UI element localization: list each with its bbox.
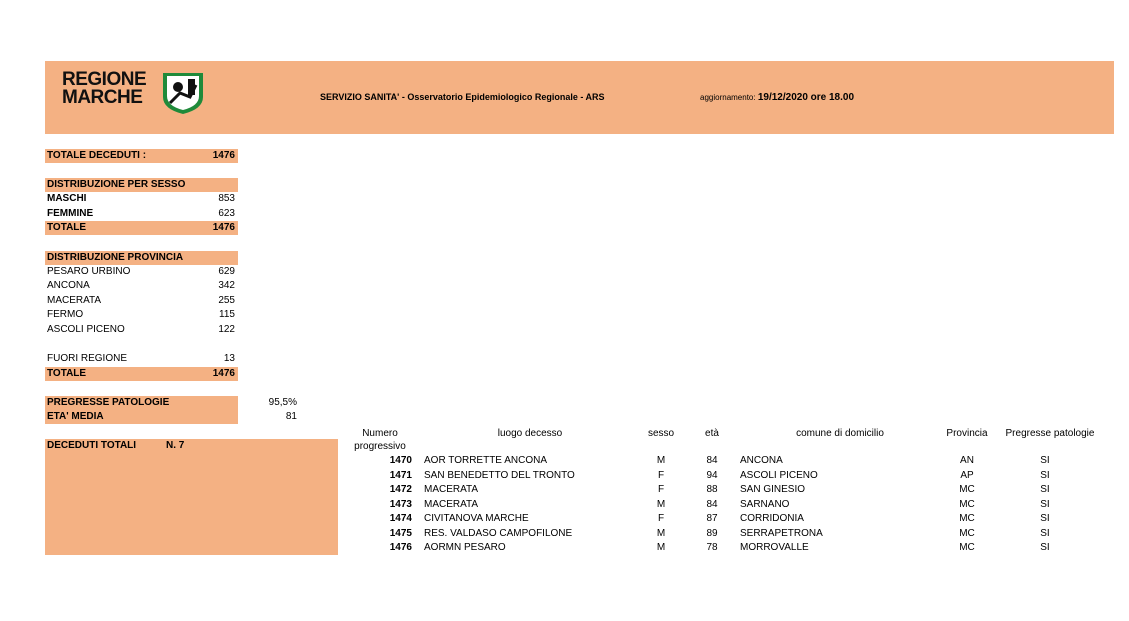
regione-emblem-icon: [160, 71, 206, 115]
cell-eta: 84: [706, 455, 718, 466]
col-header-patologie: Pregresse patologie: [1005, 428, 1095, 439]
fuori-regione-label: FUORI REGIONE: [47, 353, 128, 364]
cell-luogo: AORMN PESARO: [424, 542, 506, 553]
pregresse-value: 95,5%: [268, 397, 297, 408]
cell-sesso: M: [656, 455, 666, 466]
cell-patologie: SI: [1040, 470, 1050, 481]
cell-provincia: AP: [960, 470, 974, 481]
cell-luogo: SAN BENEDETTO DEL TRONTO: [424, 470, 575, 481]
provincia-row: [45, 279, 238, 293]
update-value: 19/12/2020 ore 18.00: [757, 92, 855, 103]
cell-comune: SERRAPETRONA: [740, 528, 823, 539]
provincia-label: ASCOLI PICENO: [47, 324, 125, 335]
update-label: aggiornamento:: [700, 93, 756, 102]
fuori-regione-row: [45, 352, 238, 366]
sesso-row-maschi: [45, 192, 238, 206]
fuori-regione-value: 13: [223, 353, 235, 364]
col-header-comune: comune di domicilio: [796, 428, 884, 439]
cell-patologie: SI: [1040, 499, 1050, 510]
provincia-label: PESARO URBINO: [47, 266, 131, 277]
provincia-total-row: [45, 367, 238, 381]
deceduti-totali-count: N. 7: [166, 440, 185, 451]
logo-text-line1: REGIONE: [62, 69, 147, 90]
sesso-label: MASCHI: [47, 193, 87, 204]
provincia-value: 342: [218, 280, 235, 291]
cell-provincia: MC: [959, 542, 975, 553]
cell-comune: SARNANO: [740, 499, 790, 510]
cell-numero: 1471: [389, 470, 412, 481]
col-header-luogo: luogo decesso: [497, 428, 563, 439]
cell-luogo: RES. VALDASO CAMPOFILONE: [424, 528, 573, 539]
cell-luogo: MACERATA: [424, 499, 479, 510]
sesso-total-label: TOTALE: [47, 222, 87, 233]
sesso-value: 623: [218, 208, 235, 219]
provincia-label: FERMO: [47, 309, 84, 320]
cell-sesso: F: [657, 513, 665, 524]
cell-sesso: F: [657, 484, 665, 495]
provincia-value: 629: [218, 266, 235, 277]
cell-provincia: MC: [959, 484, 975, 495]
totale-deceduti-row: [45, 149, 238, 163]
cell-patologie: SI: [1040, 513, 1050, 524]
cell-comune: MORROVALLE: [740, 542, 809, 553]
provincia-total-value: 1476: [212, 368, 235, 379]
cell-sesso: F: [657, 470, 665, 481]
cell-eta: 84: [706, 499, 718, 510]
logo-text-line2: MARCHE: [62, 87, 143, 108]
provincia-row: [45, 308, 238, 322]
sesso-label: FEMMINE: [47, 208, 94, 219]
col-header-provincia: Provincia: [946, 428, 988, 439]
cell-comune: ANCONA: [740, 455, 783, 466]
sesso-total-row: [45, 221, 238, 235]
totale-deceduti-label: TOTALE DECEDUTI :: [47, 150, 147, 161]
eta-media-value: 81: [285, 411, 297, 422]
cell-provincia: MC: [959, 499, 975, 510]
sesso-value: 853: [218, 193, 235, 204]
col-header-eta: età: [705, 428, 719, 439]
sesso-heading: [45, 178, 238, 192]
cell-comune: CORRIDONIA: [740, 513, 804, 524]
cell-comune: SAN GINESIO: [740, 484, 806, 495]
cell-eta: 94: [706, 470, 718, 481]
cell-comune: ASCOLI PICENO: [740, 470, 818, 481]
pregresse-label: PREGRESSE PATOLOGIE: [47, 397, 170, 408]
cell-patologie: SI: [1040, 528, 1050, 539]
provincia-total-label: TOTALE: [47, 368, 87, 379]
cell-numero: 1474: [389, 513, 412, 524]
cell-numero: 1476: [389, 542, 412, 553]
col-header-sesso: sesso: [647, 428, 675, 439]
provincia-value: 115: [219, 309, 235, 320]
provincia-heading: [45, 251, 238, 265]
header-update: [700, 92, 854, 103]
header-title: SERVIZIO SANITA' - Osservatorio Epidemiologico Regionale - ARS: [320, 92, 605, 102]
eta-media-label: ETA' MEDIA: [47, 411, 104, 422]
cell-luogo: AOR TORRETTE ANCONA: [424, 455, 547, 466]
provincia-label: ANCONA: [47, 280, 90, 291]
provincia-value: 122: [218, 324, 235, 335]
provincia-row: [45, 323, 238, 337]
cell-eta: 88: [706, 484, 718, 495]
provincia-row: [45, 265, 238, 279]
cell-numero: 1475: [389, 528, 412, 539]
provincia-value: 255: [218, 295, 235, 306]
provincia-heading-label: DISTRIBUZIONE PROVINCIA: [47, 252, 184, 263]
cell-numero: 1473: [389, 499, 412, 510]
cell-numero: 1470: [389, 455, 412, 466]
logo-text: [62, 71, 146, 107]
totale-deceduti-value: 1476: [212, 150, 235, 161]
col-header-numero-line2: progressivo: [354, 441, 406, 452]
cell-luogo: MACERATA: [424, 484, 479, 495]
cell-patologie: SI: [1040, 542, 1050, 553]
cell-provincia: MC: [959, 528, 975, 539]
col-header-numero-line1: Numero: [362, 428, 398, 439]
deceduti-totali-label: DECEDUTI TOTALI: [47, 440, 137, 451]
sesso-total-value: 1476: [212, 222, 235, 233]
sesso-row-femmine: [45, 207, 238, 221]
provincia-row: [45, 294, 238, 308]
eta-media-row: [45, 410, 238, 424]
cell-eta: 87: [706, 513, 718, 524]
col-header-numero: [350, 427, 410, 453]
cell-eta: 89: [706, 528, 718, 539]
cell-patologie: SI: [1040, 484, 1050, 495]
cell-luogo: CIVITANOVA MARCHE: [424, 513, 529, 524]
deceduti-totali-box: [45, 439, 338, 555]
cell-sesso: M: [656, 542, 666, 553]
cell-numero: 1472: [389, 484, 412, 495]
sesso-heading-label: DISTRIBUZIONE PER SESSO: [47, 179, 186, 190]
cell-patologie: SI: [1040, 455, 1050, 466]
cell-sesso: M: [656, 499, 666, 510]
provincia-label: MACERATA: [47, 295, 102, 306]
cell-provincia: MC: [959, 513, 975, 524]
cell-provincia: AN: [960, 455, 974, 466]
cell-eta: 78: [706, 542, 718, 553]
cell-sesso: M: [656, 528, 666, 539]
regione-marche-logo: [62, 71, 212, 117]
pregresse-row: [45, 396, 238, 410]
